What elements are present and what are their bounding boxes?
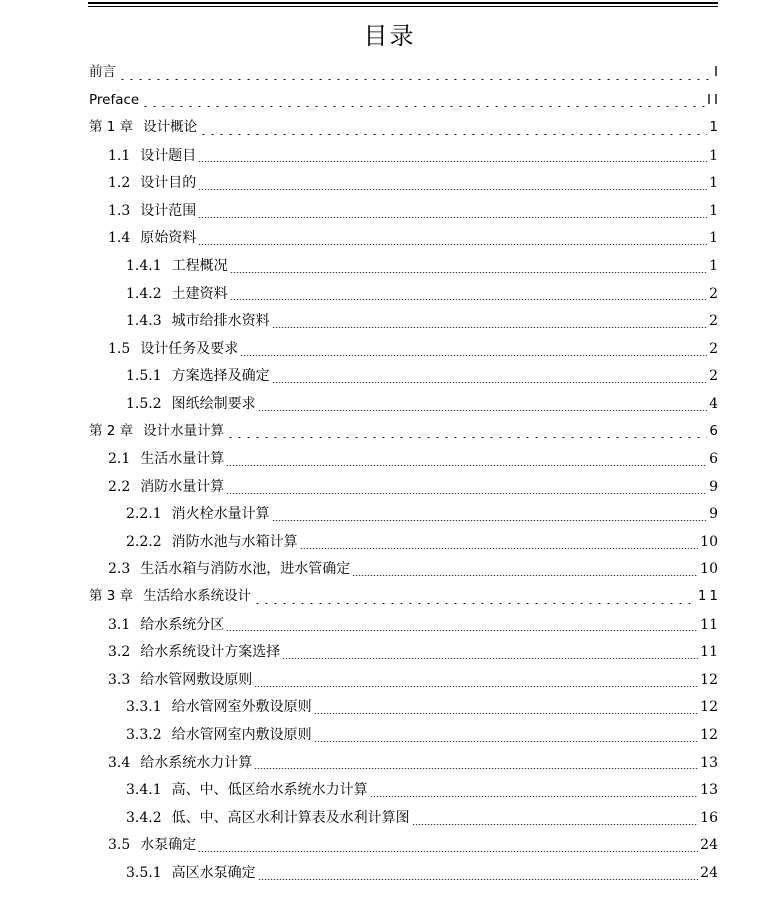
toc-entry-label (126, 866, 256, 880)
toc-entry-label (126, 728, 312, 742)
toc-entry[interactable] (0, 307, 779, 335)
toc-page-number: 10 (700, 561, 718, 578)
toc-entry-number: 2.2 (108, 478, 131, 495)
toc-entry[interactable] (0, 804, 779, 832)
toc-entry-title: 方案选择及确定 (171, 368, 270, 385)
toc-dot-leader (370, 796, 699, 797)
toc-entry[interactable] (0, 59, 779, 87)
toc-entry-title: 给水系统设计方案选择 (140, 644, 281, 661)
toc-entry[interactable] (0, 418, 779, 446)
toc-entry-label (126, 535, 298, 549)
toc-entry-title: 设计概论 (143, 119, 198, 136)
toc-entry[interactable] (0, 666, 779, 694)
toc-entry-label (126, 783, 368, 797)
toc-entry-label (126, 397, 256, 411)
toc-entry-label (89, 91, 140, 108)
toc-entry[interactable] (0, 280, 779, 308)
toc-page-number: 13 (700, 754, 718, 771)
toc-dot-leader (118, 79, 712, 80)
toc-page-number: 4 (709, 395, 718, 412)
toc-entry-title: Preface (89, 91, 140, 108)
toc-entry-title: 低、中、高区水利计算表及水利计算图 (171, 809, 410, 826)
toc-entry-number: 3.1 (108, 616, 131, 633)
toc-entry-number: 3.5 (108, 837, 131, 854)
toc-page-number: 1 (709, 257, 718, 274)
toc-dot-leader (198, 161, 707, 162)
toc-entry-title: 土建资料 (171, 285, 228, 302)
toc-entry-label (108, 480, 224, 494)
toc-entry-number: 3.4 (108, 754, 131, 771)
toc-entry-label (89, 422, 225, 439)
toc-entry[interactable] (0, 252, 779, 280)
toc-entry-number: 3.2 (108, 644, 131, 661)
toc-entry[interactable] (0, 556, 779, 584)
toc-entry[interactable] (0, 583, 779, 611)
toc-dot-leader (272, 382, 707, 383)
toc-page-number: 16 (700, 809, 718, 826)
toc-entry-label (108, 342, 238, 356)
toc-page-number: 24 (700, 837, 718, 854)
toc-page-number: 10 (700, 533, 718, 550)
toc-entry-label (108, 176, 196, 190)
toc-dot-leader (226, 437, 707, 438)
toc-entry-number: 3.4.2 (126, 809, 162, 826)
toc-page-number: 2 (709, 285, 718, 302)
toc-entry-number: 1.2 (108, 175, 131, 192)
toc-entry-label (108, 562, 350, 576)
toc-page-number: 12 (700, 727, 718, 744)
toc-page-number: 11 (700, 644, 718, 661)
toc-entry-label (108, 838, 196, 852)
toc-dot-leader (272, 520, 707, 521)
toc-entry-number: 3.3 (108, 671, 131, 688)
toc-entry-label (89, 66, 116, 80)
toc-entry-title: 给水管网室内敷设原则 (171, 727, 312, 744)
toc-page-number: 6 (709, 451, 718, 468)
toc-entry-title: 工程概况 (171, 257, 228, 274)
toc-dot-leader (254, 686, 698, 687)
toc-dot-leader (199, 134, 707, 135)
toc-page-number: 24 (700, 865, 718, 882)
toc-entry-title: 设计任务及要求 (140, 340, 239, 357)
toc-dot-leader (230, 299, 707, 300)
page-title: 目录 (363, 22, 416, 50)
toc-entry-title: 高区水泵确定 (171, 865, 256, 882)
toc-entry-number: 3.3.1 (126, 699, 162, 716)
toc-page-number: 9 (709, 478, 718, 495)
toc-entry-number: 第 3 章 (89, 588, 134, 605)
toc-page-number: 1 (709, 202, 718, 219)
toc-entry[interactable] (0, 363, 779, 391)
toc-dot-leader (226, 493, 707, 494)
toc-entry-title: 给水管网敷设原则 (140, 671, 253, 688)
toc-entry-label (108, 673, 252, 687)
toc-page-number: 6 (709, 422, 721, 439)
toc-entry-number: 2.1 (108, 451, 131, 468)
toc-entry[interactable] (0, 611, 779, 639)
toc-entry-number: 1.4.2 (126, 285, 162, 302)
toc-entry-title: 给水系统分区 (140, 616, 225, 633)
toc-dot-leader (253, 603, 696, 604)
toc-entry[interactable] (0, 832, 779, 860)
toc-entry[interactable] (0, 87, 779, 115)
toc-entry-number: 1.4.1 (126, 257, 162, 274)
toc-entry-title: 给水系统水力计算 (140, 754, 253, 771)
toc-entry-label (126, 507, 270, 521)
toc-entry-label (108, 645, 280, 659)
toc-dot-leader (300, 548, 699, 549)
toc-entry-title: 生活给水系统设计 (143, 588, 252, 605)
toc-entry-title: 水泵确定 (140, 837, 197, 854)
table-of-contents (0, 59, 779, 887)
toc-entry-label (126, 369, 270, 383)
toc-dot-leader (226, 630, 698, 631)
toc-dot-leader (272, 327, 707, 328)
toc-entry-label (108, 452, 224, 466)
toc-entry-title: 原始资料 (140, 230, 197, 247)
toc-entry[interactable] (0, 638, 779, 666)
toc-page-number: II (707, 91, 721, 108)
toc-entry-number: 第 1 章 (89, 119, 134, 136)
toc-entry-number: 3.4.1 (126, 782, 162, 799)
toc-page-number: 2 (709, 368, 718, 385)
toc-entry-label (108, 618, 224, 632)
toc-entry-number: 1.4.3 (126, 313, 162, 330)
toc-entry-label (89, 590, 251, 604)
toc-entry[interactable] (0, 749, 779, 777)
toc-dot-leader (254, 768, 698, 769)
toc-entry[interactable] (0, 169, 779, 197)
toc-entry-number: 2.3 (108, 561, 131, 578)
toc-page-number: 11 (700, 616, 718, 633)
toc-entry-number: 1.1 (108, 147, 131, 164)
toc-entry-title: 生活水量计算 (140, 451, 225, 468)
toc-entry-title: 高、中、低区给水系统水力计算 (171, 782, 368, 799)
toc-page-number: 1 (709, 230, 718, 247)
toc-entry-title: 设计题目 (140, 147, 197, 164)
toc-entry[interactable] (0, 776, 779, 804)
toc-entry-label (126, 700, 312, 714)
toc-entry-title: 城市给排水资料 (171, 313, 270, 330)
toc-entry-label (108, 231, 196, 245)
toc-entry-label (108, 149, 196, 163)
toc-entry-label (108, 756, 252, 770)
toc-page-number: 13 (700, 782, 718, 799)
toc-dot-leader (230, 272, 707, 273)
toc-entry[interactable] (0, 197, 779, 225)
toc-entry[interactable] (0, 528, 779, 556)
toc-entry[interactable] (0, 114, 779, 142)
toc-entry-number: 第 2 章 (89, 422, 134, 439)
toc-page-number: 2 (709, 340, 718, 357)
top-rule-thick (88, 2, 718, 4)
toc-entry[interactable] (0, 473, 779, 501)
toc-dot-leader (198, 851, 698, 852)
toc-entry[interactable] (0, 501, 779, 529)
toc-entry-label (89, 121, 197, 135)
toc-entry-title: 消防水量计算 (140, 478, 225, 495)
toc-page-number: 12 (700, 699, 718, 716)
toc-entry-label (126, 314, 270, 328)
toc-entry-label (126, 287, 228, 301)
toc-entry-title: 消火栓水量计算 (171, 506, 270, 523)
toc-entry-label (108, 204, 196, 218)
toc-page-number: 2 (709, 313, 718, 330)
toc-dot-leader (226, 465, 707, 466)
toc-entry-number: 2.2.1 (126, 506, 162, 523)
toc-entry-number: 1.5 (108, 340, 131, 357)
toc-dot-leader (412, 824, 699, 825)
toc-entry-number: 1.4 (108, 230, 131, 247)
toc-dot-leader (258, 410, 707, 411)
toc-entry[interactable] (0, 390, 779, 418)
toc-entry[interactable] (0, 142, 779, 170)
toc-dot-leader (198, 244, 707, 245)
toc-dot-leader (314, 713, 699, 714)
toc-entry[interactable] (0, 225, 779, 253)
toc-entry-label (126, 811, 410, 825)
toc-entry-title: 图纸绘制要求 (171, 395, 256, 412)
toc-entry-number: 3.5.1 (126, 865, 162, 882)
toc-entry-title: 给水管网室外敷设原则 (171, 699, 312, 716)
toc-page-number: 1 (709, 175, 718, 192)
toc-entry-title: 设计目的 (140, 175, 197, 192)
toc-entry[interactable] (0, 721, 779, 749)
toc-entry-number: 1.3 (108, 202, 131, 219)
toc-entry[interactable] (0, 694, 779, 722)
toc-entry-number: 2.2.2 (126, 533, 162, 550)
toc-dot-leader (240, 355, 707, 356)
toc-entry-number: 3.3.2 (126, 727, 162, 744)
toc-page-number: 1 (709, 147, 718, 164)
toc-dot-leader (198, 217, 707, 218)
toc-entry-number: 1.5.1 (126, 368, 162, 385)
toc-page-number: 12 (700, 671, 718, 688)
toc-dot-leader (352, 575, 698, 576)
toc-page-number: 9 (709, 506, 718, 523)
toc-dot-leader (282, 658, 698, 659)
toc-entry-label (126, 259, 228, 273)
toc-page-number: 11 (697, 588, 721, 605)
toc-page-number: 1 (709, 119, 721, 136)
toc-dot-leader (314, 741, 699, 742)
toc-entry-title: 消防水池与水箱计算 (171, 533, 298, 550)
toc-entry-title: 设计范围 (140, 202, 197, 219)
toc-entry-title: 前言 (89, 64, 116, 81)
toc-entry[interactable] (0, 335, 779, 363)
toc-entry[interactable] (0, 445, 779, 473)
toc-page-number: I (714, 64, 721, 81)
toc-entry-title: 生活水箱与消防水池，进水管确定 (140, 561, 351, 578)
toc-dot-leader (141, 106, 705, 107)
toc-dot-leader (198, 189, 707, 190)
toc-entry-number: 1.5.2 (126, 395, 162, 412)
toc-entry[interactable] (0, 859, 779, 887)
top-rule-thin (88, 6, 718, 7)
toc-dot-leader (258, 879, 699, 880)
toc-entry-title: 设计水量计算 (143, 422, 225, 439)
